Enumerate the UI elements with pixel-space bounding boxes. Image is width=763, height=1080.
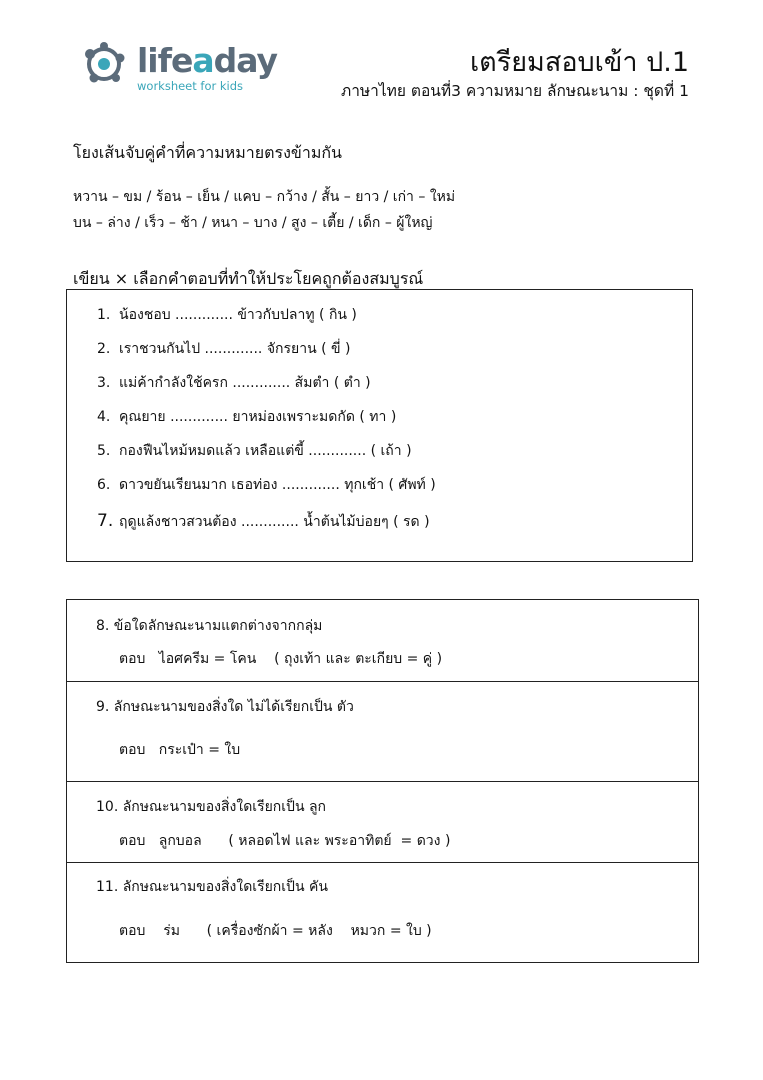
section-matching-title: โยงเส้นจับคู่คำที่ความหมายตรงข้ามกัน xyxy=(73,143,342,162)
classifier-cell xyxy=(67,782,698,863)
brand-logo xyxy=(82,38,278,98)
question-text: ฤดูแล้งชาวสวนต้อง ............. น้ำต้นไม้บ่อยๆ ( รด ) xyxy=(119,514,430,530)
question-text: คุณยาย ............. ยาหม่องเพราะมดกัด ( ทา ) xyxy=(119,409,397,425)
classifier-question: 11. ลักษณะนามของสิ่งใดเรียกเป็น คัน xyxy=(96,879,328,895)
question-text: แม่ค้ากำลังใช้ครก ............. ส้มตำ ( ตำ ) xyxy=(119,375,371,391)
word-pairs-line: หวาน – ขม / ร้อน – เย็น / แคบ – กว้าง / สั้น – ยาว / เก่า – ใหม่ xyxy=(73,189,456,205)
classifier-answer: ตอบ ไอศครีม = โคน ( ถุงเท้า และ ตะเกียบ = คู่ ) xyxy=(119,651,443,667)
section-fill-blank-title: เขียน × เลือกคำตอบที่ทำให้ประโยคถูกต้องสมบูรณ์ xyxy=(73,269,424,288)
question-item: 1. น้องชอบ ............. ข้าวกับปลาทู ( กิน ) xyxy=(97,307,357,323)
question-text: น้องชอบ ............. ข้าวกับปลาทู ( กิน ) xyxy=(119,307,357,323)
question-text: เราชวนกันไป ............. จักรยาน ( ขี่ ) xyxy=(119,341,351,357)
logo-molecule-icon xyxy=(82,38,134,90)
question-item: 7. ฤดูแล้งชาวสวนต้อง ............. น้ำต้นไม้บ่อยๆ ( รด ) xyxy=(97,511,430,531)
word-pairs-line: บน – ล่าง / เร็ว – ช้า / หนา – บาง / สูง – เตี้ย / เด็ก – ผู้ใหญ่ xyxy=(73,215,433,231)
word-pairs xyxy=(73,184,455,236)
page-subtitle: ภาษาไทย ตอนที่3 ความหมาย ลักษณะนาม : ชุดที่ 1 xyxy=(341,82,689,100)
page-title: เตรียมสอบเข้า ป.1 xyxy=(469,47,689,78)
fill-blank-box xyxy=(66,289,693,562)
question-item: 6. ดาวขยันเรียนมาก เธอท่อง ............. ทุกเช้า ( ศัพท์ ) xyxy=(97,477,436,493)
classifier-question: 9. ลักษณะนามของสิ่งใด ไม่ได้เรียกเป็น ตัว xyxy=(96,699,354,715)
classifier-question: 8. ข้อใดลักษณะนามแตกต่างจากกลุ่ม xyxy=(96,618,323,634)
question-text: กองฟืนไหม้หมดแล้ว เหลือแต่ขี้ ............. ( เถ้า ) xyxy=(119,443,412,459)
classifier-cell xyxy=(67,863,698,962)
question-item: 5. กองฟืนไหม้หมดแล้ว เหลือแต่ขี้ ............. ( เถ้า ) xyxy=(97,443,412,459)
classifier-answer: ตอบ ลูกบอล ( หลอดไฟ และ พระอาทิตย์ = ดวง ) xyxy=(119,833,451,849)
question-text: ดาวขยันเรียนมาก เธอท่อง ............. ทุกเช้า ( ศัพท์ ) xyxy=(119,477,436,493)
classifier-cell xyxy=(67,682,698,782)
brand-tagline: worksheet for kids xyxy=(137,79,244,93)
classifier-answer: ตอบ กระเป๋า = ใบ xyxy=(119,742,241,758)
classifier-box xyxy=(66,599,699,963)
classifier-answer: ตอบ ร่ม ( เครื่องซักผ้า = หลัง หมวก = ใบ ) xyxy=(119,923,432,939)
brand-name: lifeaday xyxy=(137,41,278,80)
classifier-cell xyxy=(67,600,698,682)
question-item: 3. แม่ค้ากำลังใช้ครก ............. ส้มตำ ( ตำ ) xyxy=(97,375,371,391)
question-item: 4. คุณยาย ............. ยาหม่องเพราะมดกัด ( ทา ) xyxy=(97,409,397,425)
classifier-question: 10. ลักษณะนามของสิ่งใดเรียกเป็น ลูก xyxy=(96,799,327,815)
question-item: 2. เราชวนกันไป ............. จักรยาน ( ขี่ ) xyxy=(97,341,351,357)
